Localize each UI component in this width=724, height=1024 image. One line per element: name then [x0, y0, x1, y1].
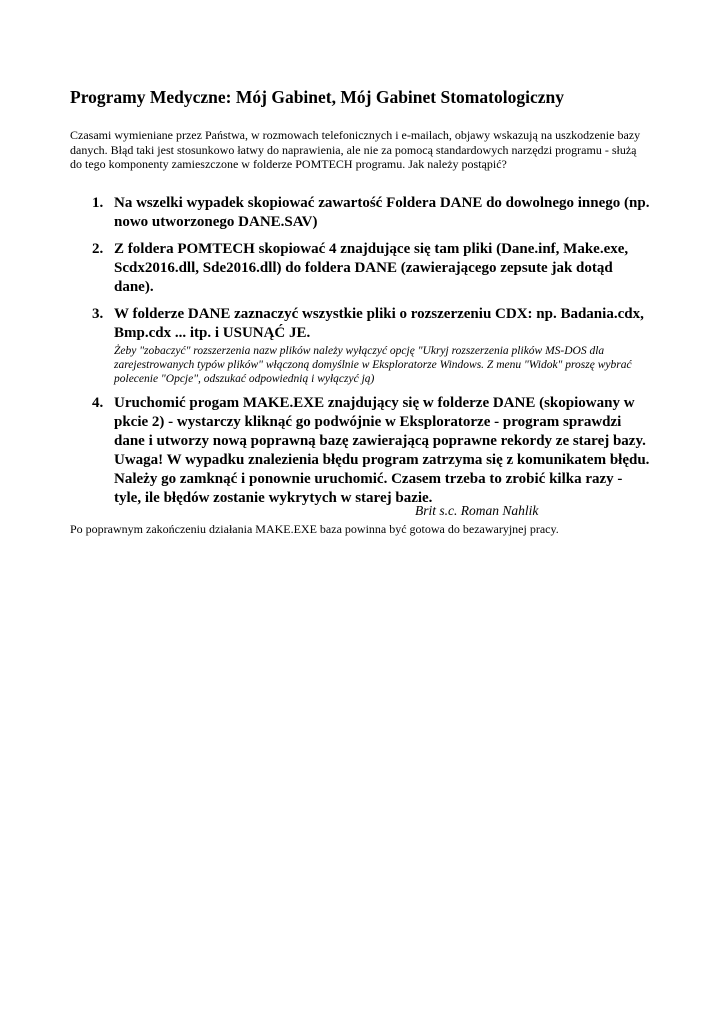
signature: Brit s.c. Roman Nahlik [415, 503, 539, 518]
step-text: Z foldera POMTECH skopiować 4 znajdujące się tam pliki (Dane.inf, Make.exe, Scdx2016.dll, Sde2016.dll) do foldera DANE (zawierającego zepsute jak dotąd dane). [114, 240, 629, 295]
step-note: Żeby "zobaczyć" rozszerzenia nazw plików należy wyłączyć opcję "Ukryj rozszerzenia plików MS-DOS dla zarejestrowanych typów plików" włączoną domyślnie w Eksploratorze Windows. Z menu "Widok" proszę wybrać polecenie "Opcje", odszukać odpowiednią i wyłączyć ją) [114, 344, 632, 385]
intro-paragraph: Czasami wymieniane przez Państwa, w rozmowach telefonicznych i e-mailach, objawy wskazują na uszkodzenie bazy danych. Błąd taki jest stosunkowo łatwy do naprawienia, ale nie za pomocą standardowych narzędzi programu - służą do tego komponenty zamieszczone w folderze POMTECH programu. Jak należy postąpić? [70, 128, 641, 171]
list-item [70, 240, 650, 297]
list-item [70, 194, 650, 232]
step-text: Na wszelki wypadek skopiować zawartość Foldera DANE do dowolnego innego (np. nowo utworzonego DANE.SAV) [114, 194, 650, 230]
document-title: Programy Medyczne: Mój Gabinet, Mój Gabinet Stomatologiczny [70, 87, 564, 107]
step-number: 3. [92, 305, 104, 322]
step-text: Uruchomić progam MAKE.EXE znajdujący się w folderze DANE (skopiowany w pkcie 2) - wystarczy kliknąć go podwójnie w Eksploratorze - program sprawdzi dane i utworzy nową poprawną bazę zawierającą poprawne rekordy ze starej bazy. Uwaga! W wypadku znalezienia błędu program zatrzyma się z komunikatem błędu. Należy go zamknąć i ponownie uruchomić. Czasem trzeba to zrobić kilka razy - tyle, ile błędów zostanie wykrytych w starej bazie. [114, 394, 650, 506]
closing-paragraph: Po poprawnym zakończeniu działania MAKE.EXE baza powinna być gotowa do bezawaryjnej pracy. [70, 521, 559, 536]
step-number: 2. [92, 240, 104, 257]
step-number: 1. [92, 194, 104, 211]
list-item [70, 394, 650, 508]
steps-list [70, 194, 650, 508]
document-page [70, 86, 650, 536]
step-text: W folderze DANE zaznaczyć wszystkie pliki o rozszerzeniu CDX: np. Badania.cdx, Bmp.cdx ... itp. i USUNĄĆ JE. [114, 305, 644, 341]
step-number: 4. [92, 394, 104, 411]
list-item [70, 305, 650, 386]
